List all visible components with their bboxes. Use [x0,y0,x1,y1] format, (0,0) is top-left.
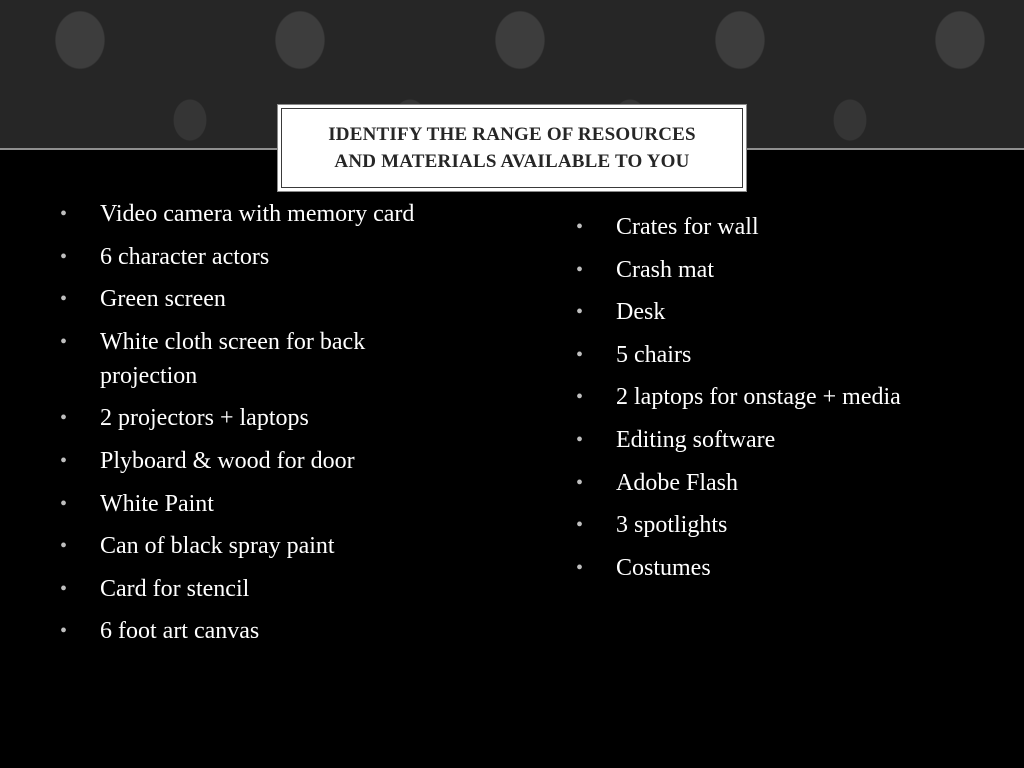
list-item-text: 6 foot art canvas [100,618,260,645]
bullet-icon: • [60,535,68,558]
list-item [60,572,460,606]
list-item [576,380,1006,414]
list-item [576,338,1006,372]
right-resource-list [576,210,1006,593]
list-item-text: 2 laptops for onstage + media [616,384,901,411]
list-item-text: Crash mat [616,256,714,283]
list-item [60,240,460,274]
list-item [576,423,1006,457]
list-item [60,401,460,435]
bullet-icon: • [60,330,68,353]
bullet-icon: • [60,203,68,225]
list-item [60,529,460,563]
list-item [576,210,1006,244]
list-item-text: Can of black spray paint [100,533,335,560]
title-box [277,104,747,192]
list-item-text: Editing software [616,426,776,453]
list-item [60,325,460,393]
bullet-icon: • [60,407,68,430]
bullet-icon: • [576,514,584,537]
left-resource-list [60,197,460,657]
bullet-icon: • [576,556,584,579]
list-item-text: Desk [616,299,666,326]
list-item-text: Card for stencil [100,575,250,602]
bullet-icon: • [60,577,68,600]
list-item-text: Adobe Flash [616,469,738,496]
list-item-text: 3 spotlights [616,512,728,539]
list-item-text: Plyboard & wood for door [100,447,355,474]
bullet-icon: • [60,245,68,268]
list-item [576,253,1006,287]
list-item-text: White cloth screen for back projection [100,328,366,389]
title-frame [281,108,743,188]
list-item-text: 2 projectors + laptops [100,405,309,432]
list-item [576,551,1006,585]
list-item-text: Green screen [100,286,226,313]
list-item-text: White Paint [100,490,214,517]
list-item [60,487,460,521]
list-item [576,508,1006,542]
list-item [60,197,460,231]
list-item-text: Costumes [616,554,711,581]
list-item-text: 5 chairs [616,341,692,368]
list-item [576,466,1006,500]
bullet-icon: • [60,288,68,311]
bullet-icon: • [576,471,584,494]
bullet-icon: • [576,428,584,451]
list-item [60,282,460,316]
bullet-icon: • [576,216,584,238]
list-item-text: Video camera with memory card [100,201,415,227]
list-item-text: 6 character actors [100,243,270,270]
bullet-icon: • [576,258,584,281]
list-item [60,614,460,648]
bullet-icon: • [60,620,68,643]
bullet-icon: • [576,301,584,324]
bullet-icon: • [576,343,584,366]
bullet-icon: • [576,386,584,409]
bullet-icon: • [60,449,68,472]
bullet-icon: • [60,492,68,515]
slide-title: IDENTIFY THE RANGE OF RESOURCES AND MATERIALS AVAILABLE TO YOU [328,124,696,172]
list-item [60,444,460,478]
list-item-text: Crates for wall [616,214,759,240]
list-item [576,295,1006,329]
